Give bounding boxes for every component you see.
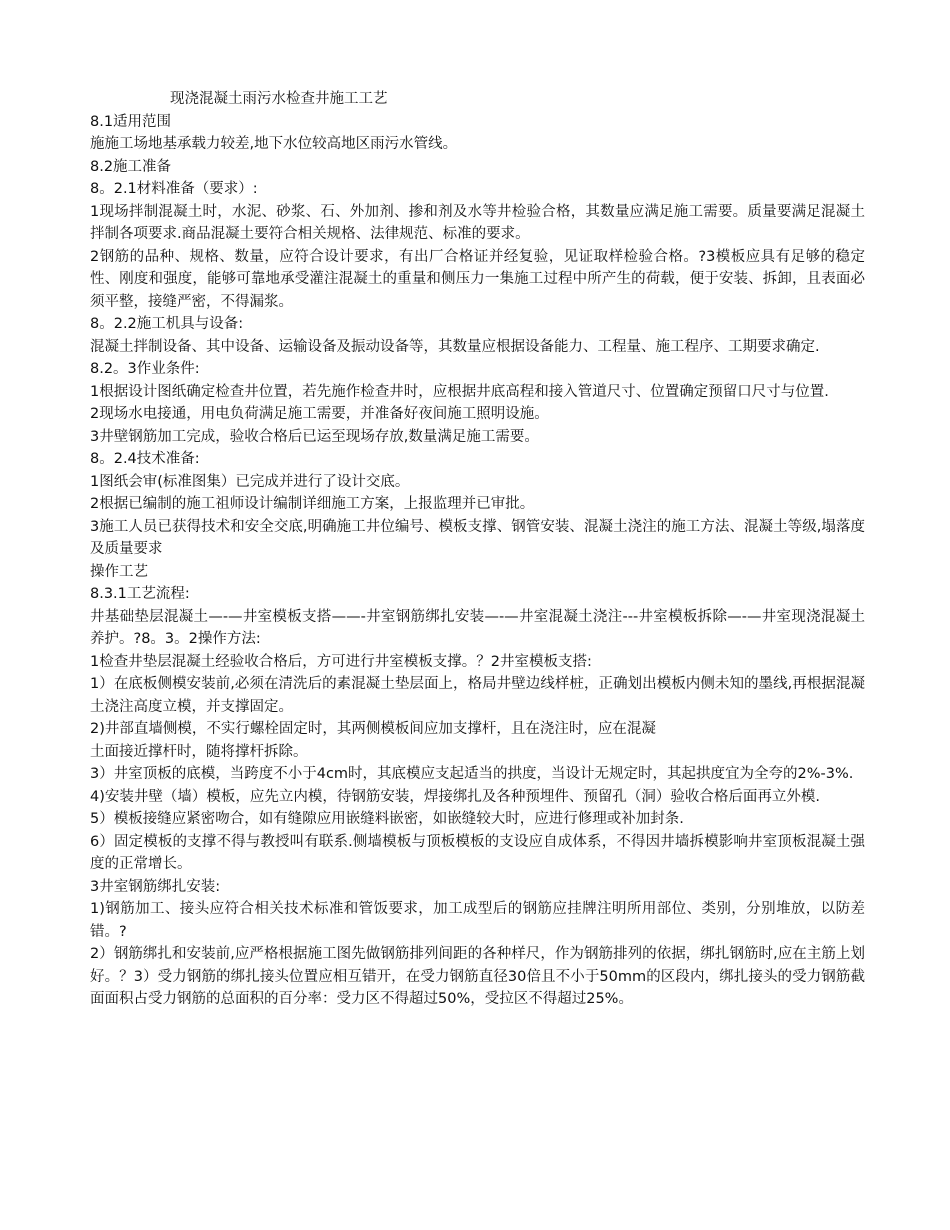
paragraph: 5）模板接缝应紧密吻合，如有缝隙应用嵌缝料嵌密，如嵌缝较大时，应进行修理或补加封条. <box>90 811 684 827</box>
paragraph: 3井壁钢筋加工完成，验收合格后已运至现场存放,数量满足施工需要。 <box>90 428 539 445</box>
subsection-heading: 8。2.1材料准备（要求）: <box>90 181 258 197</box>
paragraph: 2）钢筋绑扎和安装前,应严格根据施工图先做钢筋排列间距的各种样尺，作为钢筋排列的依据，绑扎钢筋时,应在主筋上划好。？3）受力钢筋的绑扎接头位置应相互错开，在受力钢筋直径30倍且不小于50mm的区段内，绑扎接头的受力钢筋截面面积占受力钢筋的总面积的百分率：受力区不得超过50%，受拉区不得超过25%。 <box>90 946 865 1007</box>
document-page <box>90 88 865 1011</box>
section-heading: 8.2施工准备 <box>90 158 172 175</box>
paragraph: 2根据已编制的施工祖师设计编制详细施工方案，上报监理并已审批。 <box>90 496 535 512</box>
section-heading: 操作工艺 <box>90 563 148 580</box>
paragraph: 3）井室顶板的底模，当跨度不小于4cm时，其底模应支起适当的拱度，当设计无规定时，其起拱度宜为全夸的2%-3%. <box>90 766 854 782</box>
paragraph: 土面接近撑杆时，随将撑杆拆除。 <box>90 743 308 760</box>
paragraph: 2现场水电接通，用电负荷满足施工需要，并准备好夜间施工照明设施。 <box>90 406 549 422</box>
paragraph: 2钢筋的品种、规格、数量，应符合设计要求，有出厂合格证并经复验，见证取样检验合格。?3模板应具有足够的稳定性、刚度和强度，能够可靠地承受灌注混凝土的重量和侧压力一集施工过程中所产生的荷载，便于安装、拆卸，且表面必须平整，接缝严密，不得漏浆。 <box>90 248 865 310</box>
paragraph: 1根据设计图纸确定检查井位置，若先施作检查井时，应根据井底高程和接入管道尺寸、位置确定预留口尺寸与位置. <box>90 383 829 400</box>
paragraph: 6）固定模板的支撑不得与教授叫有联系.侧墙模板与顶板模板的支设应自成体系，不得因井墙拆模影响井室顶板混凝土强度的正常增长。 <box>90 833 865 872</box>
subsection-heading: 8.3.1工艺流程: <box>90 586 190 602</box>
subsection-heading: 8。2.2施工机具与设备: <box>90 316 244 332</box>
paragraph: 1现场拌制混凝土时，水泥、砂浆、石、外加剂、掺和剂及水等井检验合格，其数量应满足施工需要。质量要满足混凝土拌制各项要求.商品混凝土要符合相关规格、法律规范、标准的要求。 <box>90 203 865 242</box>
paragraph: 4)安装井壁（墙）模板，应先立内模，待钢筋安装，焊接绑扎及各种预埋件、预留孔（洞）验收合格后面再立外模. <box>90 788 820 805</box>
paragraph: 1)钢筋加工、接头应符合相关技术标准和管饭要求，加工成型后的钢筋应挂牌注明所用部位、类别，分别堆放，以防差错。? <box>90 901 865 940</box>
paragraph: 施施工场地基承载力较差,地下水位较高地区雨污水管线。 <box>90 136 458 152</box>
paragraph: 1图纸会审(标准图集）已完成并进行了设计交底。 <box>90 473 410 490</box>
section-heading: 8.1适用范围 <box>90 113 172 130</box>
document-title: 现浇混凝土雨污水检查井施工工艺 <box>170 91 388 107</box>
paragraph: 混凝土拌制设备、其中设备、运输设备及振动设备等，其数量应根据设备能力、工程量、施工程序、工期要求确定. <box>90 338 820 355</box>
paragraph: 3施工人员已获得技术和安全交底,明确施工井位编号、模板支撑、钢管安装、混凝土浇注的施工方法、混凝土等级,塌落度及质量要求 <box>90 518 865 557</box>
subsection-heading: 3井室钢筋绑扎安装: <box>90 878 221 895</box>
paragraph: 2)井部直墙侧模，不实行螺栓固定时，其两侧模板间应加支撑杆，且在浇注时，应在混凝 <box>90 721 656 737</box>
paragraph: 1）在底板侧模安装前,必须在清洗后的素混凝土垫层面上，格局井壁边线样桩，正确划出模板内侧未知的墨线,再根据混凝土浇注高度立模，并支撑固定。 <box>90 676 865 715</box>
subsection-heading: 8.2。3作业条件: <box>90 361 200 377</box>
paragraph: 井基础垫层混凝土—-—井室模板支搭——-井室钢筋绑扎安装—-—井室混凝土浇注---井室模板拆除—-—井室现浇混凝土养护。?8。3。2操作方法: <box>90 608 865 647</box>
subsection-heading: 8。2.4技术准备: <box>90 451 200 467</box>
paragraph: 1检查井垫层混凝土经验收合格后，方可进行井室模板支撑。？2井室模板支搭: <box>90 653 592 670</box>
